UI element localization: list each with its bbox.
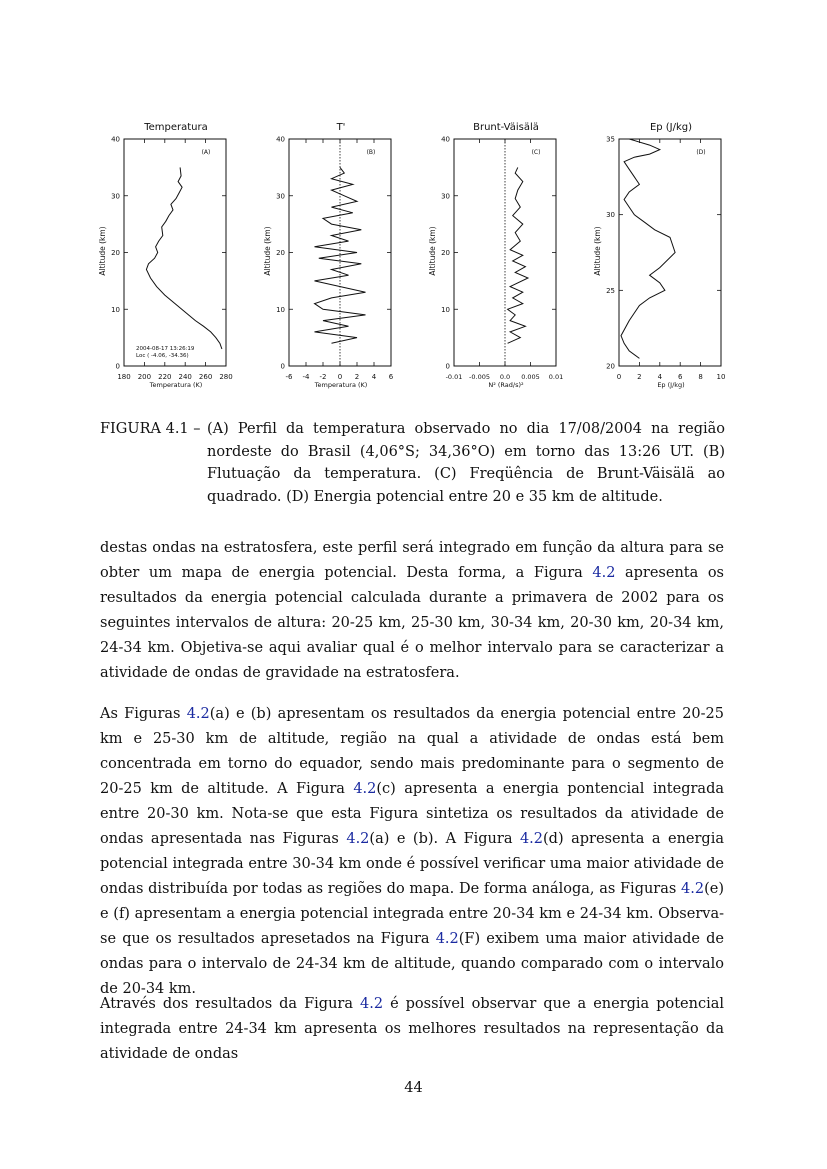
- panel-tag: (C): [531, 149, 541, 156]
- y-tick-label: 40: [441, 135, 450, 144]
- panel-tag: (B): [366, 149, 376, 156]
- panel-brunt-vaisala: [426, 118, 576, 398]
- x-tick-label: 2: [354, 373, 360, 381]
- y-tick-label: 20: [276, 249, 285, 257]
- paragraph: [100, 992, 724, 1067]
- panel-title: T': [336, 122, 346, 133]
- x-tick-label: 0.01: [548, 373, 564, 381]
- figure-reference-link[interactable]: 4.2: [346, 831, 370, 847]
- x-tick-label: 8: [698, 373, 703, 381]
- annotation-date: 2004-08-17 13:26:19: [136, 346, 195, 352]
- figure-reference-link[interactable]: 4.2: [435, 931, 459, 947]
- y-tick-label: 20: [606, 362, 615, 371]
- profile-line: [621, 139, 675, 358]
- panel-temperature-fluctuation: [261, 118, 411, 398]
- x-tick-label: -0.01: [445, 373, 463, 381]
- x-tick-label: 0: [337, 373, 343, 381]
- panel-temperature: [96, 118, 246, 398]
- y-tick-label: 30: [441, 192, 450, 201]
- x-tick-label: 260: [198, 373, 213, 381]
- text-run: (F) exibem uma maior atividade de ondas para o intervalo de 24-34 km de altitude, quando comparado com o intervalo de 20-34 km.: [100, 931, 724, 997]
- annotation-location: Loc ( -4.06, -34.36): [136, 353, 189, 359]
- x-tick-label: 6: [388, 373, 394, 381]
- paragraph: [100, 536, 724, 686]
- caption-text: (A) Perfil da temperatura observado no dia 17/08/2004 na região nordeste do Brasil (4,06°S; 34,36°O) em torno das 13:26 UT. (B) Flutuação da temperatura. (C) Freqüência de Brunt-Väisälä ao quadrado. (D) Energia potencial entre 20 e 35 km de altitude.: [207, 421, 725, 505]
- y-tick-label: 35: [606, 135, 615, 144]
- x-tick-label: 240: [178, 373, 192, 381]
- x-tick-label: 0.0: [499, 373, 511, 381]
- x-tick-label: 4: [371, 373, 377, 381]
- figure-reference-link[interactable]: 4.2: [681, 881, 705, 897]
- text-run: (e) e (f) apresentam a energia potencial integrada entre 20-34 km e 24-34 km. Observa-se que os resultados apresetados na Figura: [100, 881, 724, 947]
- panel-title: Temperatura: [144, 122, 208, 133]
- y-tick-label: 0: [280, 362, 285, 371]
- text-run: é possível observar que a energia potencial integrada entre 24-34 km apresenta os melhores resultados na representação da atividade de ondas: [100, 996, 724, 1062]
- figure-caption: [100, 418, 725, 508]
- y-tick-label: 25: [606, 286, 615, 295]
- y-tick-label: 40: [111, 135, 120, 144]
- caption-label: FIGURA 4.1 –: [100, 421, 201, 437]
- x-tick-label: 200: [137, 373, 152, 381]
- x-axis-label: N² (Rad/s)²: [488, 381, 524, 389]
- x-axis-label: Temperatura (K): [314, 381, 368, 389]
- text-run: destas ondas na estratosfera, este perfil será integrado em função da altura para se obter um mapa de energia potencial. Desta forma, a Figura: [100, 540, 724, 581]
- y-tick-label: 10: [441, 305, 450, 314]
- panel-title: Brunt-Väisälä: [473, 122, 539, 133]
- figure-reference-link[interactable]: 4.2: [360, 996, 384, 1012]
- y-axis-label: Altitude (km): [428, 226, 437, 276]
- x-tick-label: 2: [637, 373, 642, 381]
- x-tick-label: -2: [319, 373, 327, 381]
- y-tick-label: 20: [441, 249, 450, 257]
- figure-reference-link[interactable]: 4.2: [519, 831, 544, 847]
- y-tick-label: 40: [276, 135, 285, 144]
- x-tick-label: 0.005: [521, 373, 540, 381]
- text-run: (d) apresenta a energia potencial integrada entre 30-34 km onde é possível verificar uma maior atividade de ondas distribuída por todas as regiões do mapa. De forma análoga, as Figuras: [100, 831, 724, 897]
- figure-reference-link[interactable]: 4.2: [186, 706, 210, 722]
- page-number: 44: [404, 1080, 423, 1096]
- x-tick-label: 6: [677, 373, 683, 381]
- panel-tag: (D): [696, 149, 706, 156]
- x-tick-label: -4: [302, 373, 310, 381]
- x-tick-label: 280: [219, 373, 233, 381]
- x-axis-label: Temperatura (K): [149, 381, 203, 389]
- panel-potential-energy-chart: [591, 118, 741, 398]
- y-tick-label: 30: [111, 192, 120, 201]
- x-axis-label: Ep (J/kg): [657, 381, 685, 389]
- text-run: Através dos resultados da Figura: [100, 996, 360, 1012]
- paragraph: [100, 702, 724, 1002]
- profile-line: [146, 167, 222, 349]
- y-axis-label: Altitude (km): [98, 226, 107, 276]
- y-tick-label: 10: [276, 305, 285, 314]
- y-tick-label: 0: [115, 362, 120, 371]
- x-tick-label: 4: [657, 373, 663, 381]
- figure-4-1: [96, 118, 736, 398]
- panel-temperature-chart: [96, 118, 246, 398]
- x-tick-label: 0: [616, 373, 622, 381]
- panel-brunt-vaisala-chart: [426, 118, 576, 398]
- panel-title: Ep (J/kg): [649, 122, 693, 133]
- y-tick-label: 30: [606, 211, 615, 220]
- text-run: As Figuras: [100, 706, 187, 722]
- plot-frame: [619, 139, 721, 366]
- x-tick-label: -0.005: [469, 373, 490, 381]
- panel-temperature-fluctuation-chart: [261, 118, 411, 398]
- text-run: (c) apresenta a energia pontencial integrada entre 20-30 km. Nota-se que esta Figura sintetiza os resultados da atividade de ondas apresentada nas Figuras: [100, 781, 724, 847]
- panel-tag: (A): [201, 149, 211, 156]
- profile-line: [508, 167, 528, 343]
- x-tick-label: 220: [158, 373, 172, 381]
- figure-reference-link[interactable]: 4.2: [592, 565, 616, 581]
- figure-reference-link[interactable]: 4.2: [353, 781, 377, 797]
- y-axis-label: Altitude (km): [263, 226, 272, 276]
- x-tick-label: 10: [716, 373, 726, 381]
- y-axis-label: Altitude (km): [593, 226, 602, 276]
- panel-potential-energy: [591, 118, 741, 398]
- y-tick-label: 30: [276, 192, 285, 201]
- x-tick-label: 180: [117, 373, 131, 381]
- y-tick-label: 20: [111, 249, 120, 257]
- text-run: apresenta os resultados da energia potencial calculada durante a primavera de 2002 para os seguintes intervalos de altura: 20-25 km, 25-30 km, 30-34 km, 20-30 km, 20-34 km, 24-34 km. Objetiva-se aqui avaliar qual é o melhor intervalo para se caracterizar a atividade de ondas de gravidade na estratosfera.: [100, 565, 724, 681]
- x-tick-label: -6: [285, 373, 293, 381]
- y-tick-label: 0: [445, 362, 450, 371]
- y-tick-label: 10: [111, 305, 120, 314]
- text-run: (a) e (b). A Figura: [369, 831, 520, 847]
- text-run: (a) e (b) apresentam os resultados da energia potencial entre 20-25 km e 25-30 km de altitude, região na qual a atividade de ondas está bem concentrada em torno do equador, sendo mais predominante para o segmento de 20-25 km de altitude. A Figura: [100, 706, 724, 797]
